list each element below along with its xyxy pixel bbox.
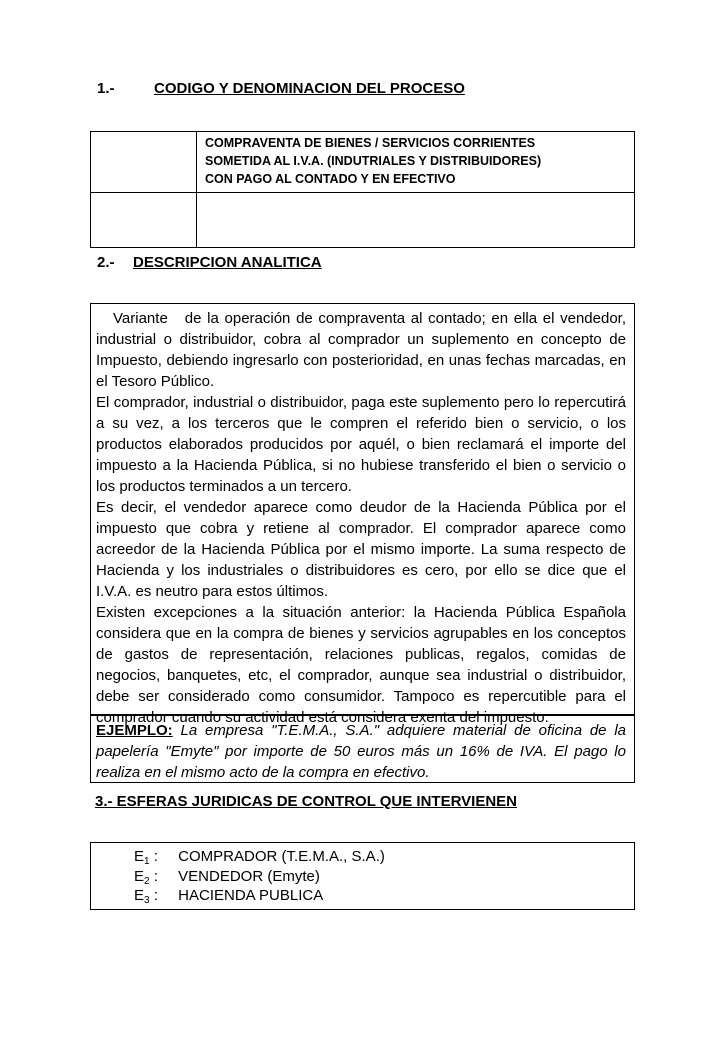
sphere-code: $E_3$ : (134, 887, 158, 906)
section-3-title: 3.- ESFERAS JURIDICAS DE CONTROL QUE INTERVIENEN (95, 793, 518, 810)
section-2-title: DESCRIPCION ANALITICA (133, 254, 322, 271)
section-3-heading (95, 793, 517, 810)
section-1-number: 1.- (97, 80, 115, 97)
example-paragraph (96, 720, 626, 783)
process-name-line-3: CON PAGO AL CONTADO Y EN EFECTIVO (205, 172, 456, 186)
example-label: EJEMPLO: (96, 722, 173, 739)
sphere-name: HACIENDA PUBLICA (178, 887, 324, 904)
sphere-code: $E_1$ : (134, 848, 158, 867)
example-text: La empresa "T.E.M.A., S.A." adquiere material de oficina de la papelería "Emyte" por importe de 50 euros más un 16% de IVA. El pago lo realiza en el mismo acto de la compra en efectivo. (96, 722, 626, 781)
description-paragraph-2: El comprador, industrial o distribuidor, paga este suplemento pero lo repercutirá a su vez, a los terceros que le compren el referido bien o servicio, o los productos elaborados producidos por aquél, o bien reclamará el importe del impuesto a la Hacienda Pública, si no hubiese transferido el bien o servicio o los productos terminados a un tercero. (96, 394, 626, 495)
section-2-heading (97, 254, 322, 271)
sphere-code: $E_2$ : (134, 868, 158, 887)
section-1-heading (97, 80, 465, 97)
section-2-number: 2.- (97, 254, 115, 271)
example-content (96, 720, 626, 783)
description-paragraph-3: Es decir, el vendedor aparece como deudor de la Hacienda Pública por el impuesto que cobra y retiene al comprador. El comprador aparece como acreedor de la Hacienda Pública por el mismo importe. La suma respecto de Hacienda y los industriales o distribuidores es cero, por ello se dice que el I.V.A. es neutro para estos últimos. (96, 499, 626, 600)
description-paragraph-4: Existen excepciones a la situación anterior: la Hacienda Pública Española considera que en la compra de bienes y servicios agrupables en los conceptos de gastos de representación, relaciones publicas, regalos, comidas de negocios, banquetes, etc, el comprador, aunque sea industrial o distribuidor, debe ser considerado como consumidor. Tampoco es repercutible para el comprador cuando su actividad está considera exenta del impuesto. (96, 604, 626, 726)
sphere-row-tax-authority (134, 885, 323, 911)
table-column-divider (196, 131, 197, 248)
table-row-divider (90, 192, 635, 193)
description-text (96, 308, 631, 728)
section-1-title: CODIGO Y DENOMINACION DEL PROCESO (154, 80, 465, 97)
description-paragraph-1: Variante de la operación de compraventa al contado; en ella el vendedor, industrial o distribuidor, cobra al comprador un suplemento en concepto de Impuesto, debiendo ingresarlo con posterioridad, en unas fechas marcadas, en el Tesoro Público. (96, 310, 631, 390)
sphere-name: VENDEDOR (Emyte) (178, 868, 320, 885)
process-name-line-2: SOMETIDA AL I.V.A. (INDUTRIALES Y DISTRIBUIDORES) (205, 154, 542, 168)
process-name-line-1: COMPRAVENTA DE BIENES / SERVICIOS CORRIENTES (205, 136, 536, 150)
sphere-name: COMPRADOR (T.E.M.A., S.A.) (178, 848, 385, 865)
